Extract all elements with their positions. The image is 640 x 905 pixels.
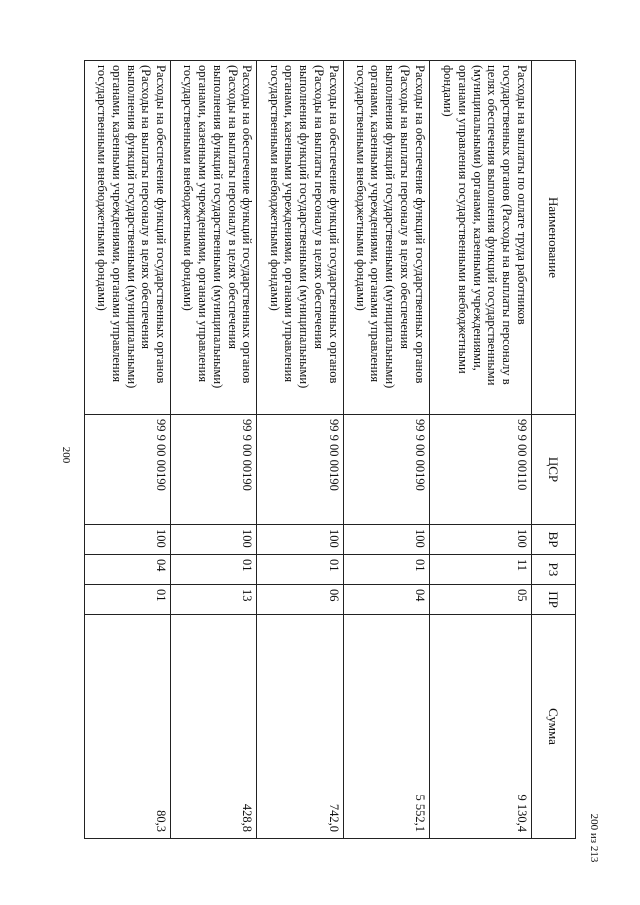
- table-header-row: [532, 61, 576, 839]
- header-pr: ПР: [532, 585, 576, 615]
- row-name: Расходы на обеспечение функций государственных органов (Расходы на выплаты персоналу в целях обеспечения выполнения функций государственными (муниципальными) органами, казенными учреждениями, органами управления государственными внебюджетными фондами): [257, 61, 343, 415]
- row-vr: 100: [429, 525, 531, 555]
- table-rotator: [84, 60, 576, 838]
- row-name: Расходы на выплаты по оплате труда работников государственных органов (Расходы на выплаты персоналу в целях обеспечения выполнения функций государственными (муниципальными) органами, казенными учреждениями, органами управления государственными внебюджетными фондами): [429, 61, 531, 415]
- row-sum: 428,8: [171, 615, 257, 839]
- page-footer: [585, 813, 603, 863]
- row-pr: 05: [429, 585, 531, 615]
- row-vr: 100: [171, 525, 257, 555]
- table-row: [171, 61, 257, 839]
- row-vr: 100: [343, 525, 429, 555]
- row-csr: 99 9 00 00110: [429, 415, 531, 525]
- row-rz: 04: [85, 555, 171, 585]
- row-csr: 99 9 00 00190: [343, 415, 429, 525]
- row-pr: 13: [171, 585, 257, 615]
- row-vr: 100: [85, 525, 171, 555]
- row-rz: 01: [171, 555, 257, 585]
- row-csr: 99 9 00 00190: [85, 415, 171, 525]
- page-number-text: 200: [60, 446, 72, 464]
- row-rz: 01: [343, 555, 429, 585]
- header-name: Наименование: [532, 61, 576, 415]
- table-row: [429, 61, 531, 839]
- table-row: [257, 61, 343, 839]
- row-sum: 80,3: [85, 615, 171, 839]
- page-number: [55, 440, 77, 470]
- row-pr: 04: [343, 585, 429, 615]
- table-row: [343, 61, 429, 839]
- row-sum: 5 552,1: [343, 615, 429, 839]
- header-csr: ЦСР: [532, 415, 576, 525]
- row-sum: 742,0: [257, 615, 343, 839]
- header-sum: Сумма: [532, 615, 576, 839]
- row-vr: 100: [257, 525, 343, 555]
- expenditure-table: [84, 60, 576, 839]
- row-name: Расходы на обеспечение функций государственных органов (Расходы на выплаты персоналу в целях обеспечения выполнения функций государственными (муниципальными) органами, казенными учреждениями, органами управления государственными внебюджетными фондами): [171, 61, 257, 415]
- page-footer-text: 200 из 213: [588, 813, 600, 863]
- row-sum: 9 130,4: [429, 615, 531, 839]
- row-rz: 01: [257, 555, 343, 585]
- row-csr: 99 9 00 00190: [171, 415, 257, 525]
- row-rz: 11: [429, 555, 531, 585]
- row-csr: 99 9 00 00190: [257, 415, 343, 525]
- row-name: Расходы на обеспечение функций государственных органов (Расходы на выплаты персоналу в целях обеспечения выполнения функций государственными (муниципальными) органами, казенными учреждениями, органами управления государственными внебюджетными фондами): [85, 61, 171, 415]
- expenditure-table-container: [84, 60, 576, 838]
- row-pr: 06: [257, 585, 343, 615]
- table-row: [85, 61, 171, 839]
- header-vr: ВР: [532, 525, 576, 555]
- header-rz: РЗ: [532, 555, 576, 585]
- row-name: Расходы на обеспечение функций государственных органов (Расходы на выплаты персоналу в целях обеспечения выполнения функций государственными (муниципальными) органами, казенными учреждениями, органами управления государственными внебюджетными фондами): [343, 61, 429, 415]
- row-pr: 01: [85, 585, 171, 615]
